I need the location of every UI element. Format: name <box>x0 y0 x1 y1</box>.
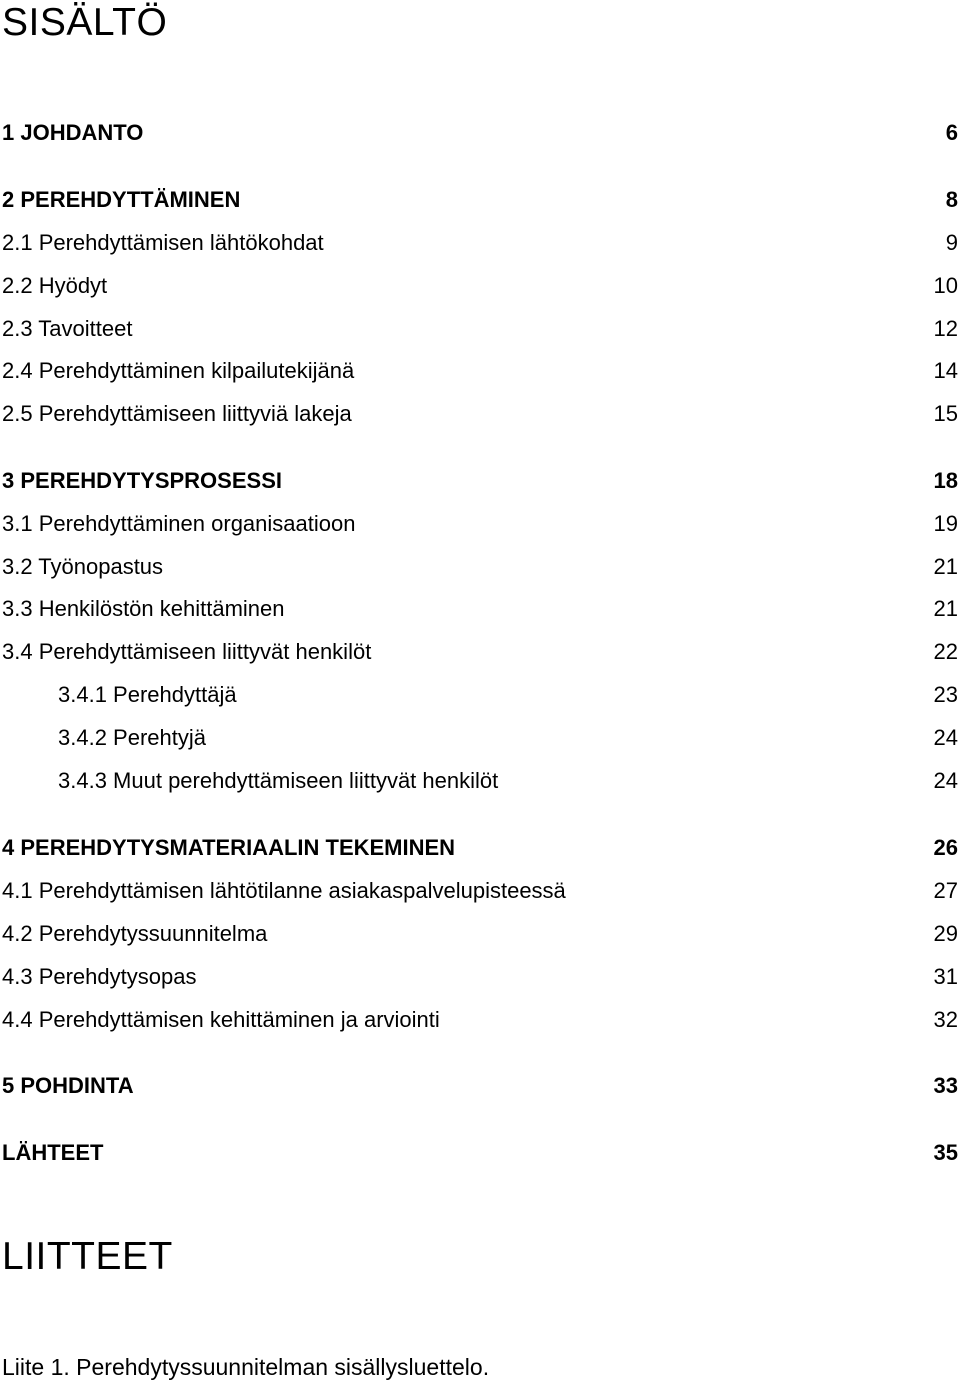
toc-entry-page: 18 <box>933 468 958 493</box>
toc-entry-label: LÄHTEET <box>2 1140 104 1165</box>
toc-entry-label: 2.1 Perehdyttämisen lähtökohdat <box>2 230 324 255</box>
toc-entry-page: 24 <box>933 768 958 793</box>
toc-entry-2-5 <box>0 399 958 429</box>
toc-entry-2-4 <box>0 356 958 386</box>
toc-entry-page: 23 <box>933 682 958 707</box>
toc-entry-page: 32 <box>933 1007 958 1032</box>
toc-entry-3-4 <box>0 637 958 667</box>
toc-entry-2-2 <box>0 271 958 301</box>
toc-entry-page: 35 <box>933 1140 958 1165</box>
toc-entry-label: 3.4 Perehdyttämiseen liittyvät henkilöt <box>2 639 372 664</box>
toc-entry-page: 21 <box>933 596 958 621</box>
toc-title: SISÄLTÖ <box>2 1 168 44</box>
toc-entry-label: 4.1 Perehdyttämisen lähtötilanne asiakaspalvelupisteessä <box>2 878 566 903</box>
toc-entry-page: 8 <box>945 187 958 212</box>
toc-entry-page: 10 <box>933 273 958 298</box>
toc-entry-pohdinta <box>0 1071 958 1101</box>
toc-entry-label: 3.4.3 Muut perehdyttämiseen liittyvät henkilöt <box>58 768 499 793</box>
toc-entry-3-4-3 <box>0 766 958 796</box>
toc-entry-label: 3.3 Henkilöstön kehittäminen <box>2 596 285 621</box>
toc-entry-label: 3.4.2 Perehtyjä <box>58 725 206 750</box>
toc-entry-label: 4.3 Perehdytysopas <box>2 964 197 989</box>
toc-entry-label: 4.4 Perehdyttämisen kehittäminen ja arviointi <box>2 1007 440 1032</box>
toc-entry-label: 4.2 Perehdytyssuunnitelma <box>2 921 268 946</box>
toc-entry-page: 15 <box>933 401 958 426</box>
toc-entry-label: 3.4.1 Perehdyttäjä <box>58 682 237 707</box>
toc-entry-page: 27 <box>933 878 958 903</box>
toc-entry-johdanto <box>0 118 958 148</box>
toc-entry-page: 19 <box>933 511 958 536</box>
toc-entry-perehdytysmateriaalin-tekeminen <box>0 833 958 863</box>
toc-entry-4-4 <box>0 1005 958 1035</box>
toc-entry-label: 2.2 Hyödyt <box>2 273 108 298</box>
toc-entry-label: 2.4 Perehdyttäminen kilpailutekijänä <box>2 358 355 383</box>
toc-entry-page: 9 <box>945 230 958 255</box>
toc-entry-4-2 <box>0 919 958 949</box>
toc-entry-page: 33 <box>933 1073 958 1098</box>
toc-entry-label: 2 PEREHDYTTÄMINEN <box>2 187 241 212</box>
toc-entry-label: 2.3 Tavoitteet <box>2 316 133 341</box>
toc-entry-page: 21 <box>933 554 958 579</box>
toc-entry-label: 3.1 Perehdyttäminen organisaatioon <box>2 511 356 536</box>
toc-entry-3-2 <box>0 552 958 582</box>
toc-entry-page: 14 <box>933 358 958 383</box>
toc-entry-3-4-2 <box>0 723 958 753</box>
toc-entry-label: 5 POHDINTA <box>2 1073 134 1098</box>
toc-entry-page: 29 <box>933 921 958 946</box>
toc-entry-perehdytysprosessi <box>0 466 958 496</box>
toc-entry-label: 3 PEREHDYTYSPROSESSI <box>2 468 282 493</box>
toc-entry-page: 12 <box>933 316 958 341</box>
toc-entry-4-3 <box>0 962 958 992</box>
toc-entry-label: 1 JOHDANTO <box>2 120 144 145</box>
toc-entry-page: 24 <box>933 725 958 750</box>
toc-entry-page: 22 <box>933 639 958 664</box>
toc-entry-page: 26 <box>933 835 958 860</box>
toc-entry-2-1 <box>0 228 958 258</box>
attachments-title: LIITTEET <box>2 1235 173 1278</box>
toc-entry-page: 6 <box>945 120 958 145</box>
toc-entry-4-1 <box>0 876 958 906</box>
toc-entry-page: 31 <box>933 964 958 989</box>
toc-entry-lahteet <box>0 1138 958 1168</box>
toc-entry-2-3 <box>0 314 958 344</box>
toc-entry-label: 4 PEREHDYTYSMATERIAALIN TEKEMINEN <box>2 835 456 860</box>
toc-entry-3-4-1 <box>0 680 958 710</box>
toc-entry-label: 3.2 Työnopastus <box>2 554 164 579</box>
attachment-item: Liite 1. Perehdytyssuunnitelman sisällysluettelo. <box>2 1354 490 1380</box>
toc-entry-3-1 <box>0 509 958 539</box>
toc-entry-label: 2.5 Perehdyttämiseen liittyviä lakeja <box>2 401 352 426</box>
toc-entry-perehdyttaminen <box>0 185 958 215</box>
toc-entry-3-3 <box>0 594 958 624</box>
